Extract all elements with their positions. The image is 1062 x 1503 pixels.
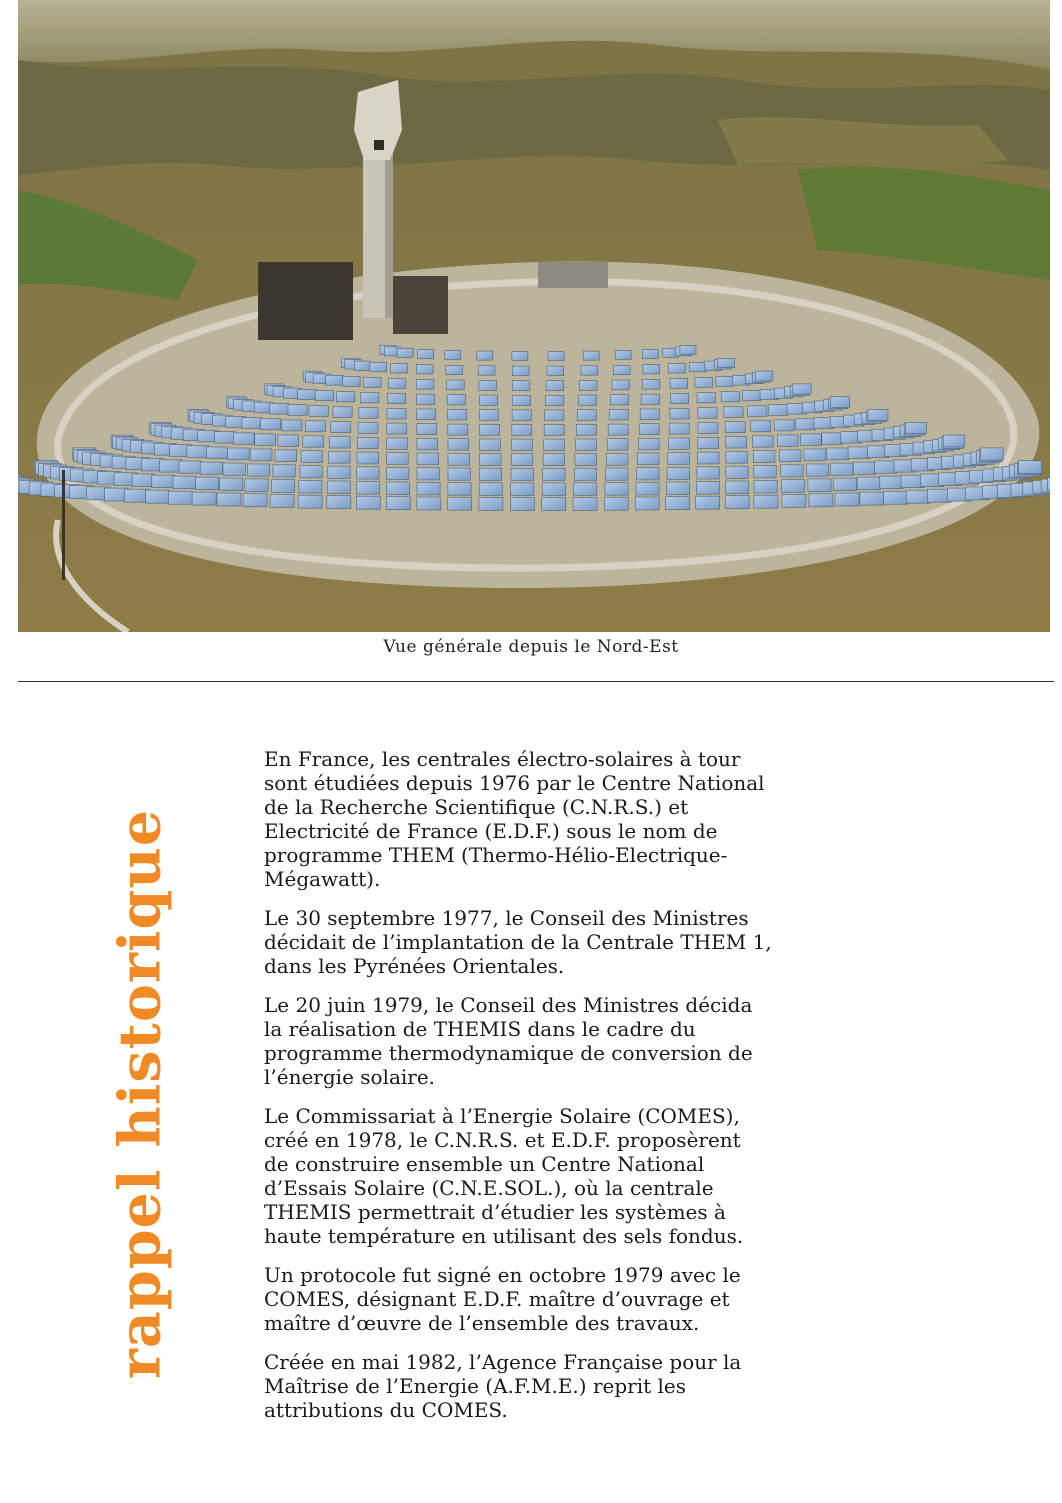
heliostat-mirror [479, 468, 501, 480]
heliostat-mirror [724, 407, 743, 418]
heliostat-mirror [543, 454, 565, 466]
heliostat-mirror [479, 395, 497, 405]
heliostat-mirror [833, 478, 856, 491]
heliostat-mirror [512, 366, 529, 375]
heliostat-mirror [726, 481, 749, 494]
solar-tower-aerial-photo-icon [18, 0, 1050, 632]
heliostat-mirror [875, 461, 897, 473]
heliostat-mirror [781, 480, 804, 493]
heliostat-mirror [1018, 461, 1041, 474]
heliostat-mirror [781, 465, 803, 477]
heliostat-mirror [387, 423, 407, 434]
heliostat-mirror [173, 476, 196, 489]
paragraph-2: Le 30 septembre 1977, le Conseil des Ministres décidait de l’implantation de la Centrale THEM 1, dans les Pyrénées Orientales. [264, 906, 772, 978]
heliostat-mirror [298, 389, 316, 399]
heliostat-mirror [479, 497, 503, 510]
heliostat-mirror [417, 482, 440, 495]
heliostat-mirror [754, 466, 776, 478]
heliostat-mirror [275, 450, 297, 462]
heliostat-mirror [581, 366, 598, 375]
paragraph-1: En France, les centrales électro-solaires à tour sont étudiées depuis 1976 par le Centre National de la Recherche Scientifique (C.N.R.S.) et Electricité de France (E.D.F.) sous le nom de programme THEM (Thermo-Hélio-Electrique- Mégawatt). [264, 747, 765, 891]
heliostat-mirror [580, 381, 598, 391]
heliostat-mirror [357, 437, 378, 448]
heliostat-mirror [718, 358, 735, 367]
heliostat-mirror [680, 346, 696, 355]
heliostat-mirror [512, 381, 530, 391]
heliostat-mirror [641, 394, 659, 404]
heliostat-mirror [669, 364, 686, 373]
heliostat-mirror [573, 497, 597, 510]
heliostat-mirror [575, 454, 597, 466]
heliostat-mirror [234, 433, 255, 444]
heliostat-mirror [795, 419, 815, 430]
heliostat-mirror [217, 493, 241, 506]
heliostat-mirror [721, 392, 739, 402]
heliostat-mirror [666, 482, 689, 495]
heliostat-mirror [329, 451, 351, 463]
heliostat-mirror [301, 451, 323, 463]
heliostat-mirror [755, 371, 773, 381]
heliostat-mirror [448, 468, 470, 480]
heliostat-mirror [574, 468, 596, 480]
heliostat-mirror [669, 438, 690, 449]
heliostat-mirror [417, 453, 439, 465]
heliostat-mirror [726, 437, 747, 448]
heliostat-mirror [417, 497, 441, 510]
heliostat-mirror [417, 424, 437, 435]
heliostat-mirror [752, 436, 773, 447]
heliostat-mirror [696, 496, 720, 509]
heliostat-mirror [512, 352, 528, 361]
heliostat-mirror [448, 497, 472, 510]
heliostat-mirror [542, 498, 566, 511]
section-title: rappel historique [106, 808, 174, 1380]
heliostat-mirror [1048, 478, 1050, 491]
heliostat-mirror [480, 454, 502, 466]
heliostat-mirror [670, 408, 689, 419]
heliostat-mirror [613, 365, 630, 374]
heliostat-mirror [697, 452, 719, 464]
heliostat-mirror [125, 489, 149, 502]
heliostat-mirror [220, 478, 243, 491]
heliostat-mirror [637, 453, 659, 465]
heliostat-mirror [333, 407, 352, 418]
heliostat-mirror [547, 366, 564, 375]
heliostat-mirror [638, 438, 659, 449]
photo-caption: Vue générale depuis le Nord-Est [383, 637, 679, 657]
heliostat-mirror [643, 365, 660, 374]
heliostat-mirror [359, 408, 378, 419]
heliostat-mirror [206, 447, 228, 459]
heliostat-mirror [245, 479, 268, 492]
heliostat-mirror [511, 483, 534, 496]
heliostat-mirror [801, 434, 822, 445]
heliostat-mirror [742, 391, 760, 401]
heliostat-mirror [387, 394, 405, 404]
heliostat-mirror [943, 435, 965, 447]
heliostat-mirror [604, 497, 628, 510]
heliostat-mirror [397, 348, 413, 357]
heliostat-mirror [666, 497, 690, 510]
heliostat-mirror [357, 452, 379, 464]
heliostat-mirror [609, 409, 628, 420]
heliostat-mirror [642, 379, 660, 389]
heliostat-mirror [336, 392, 354, 402]
heliostat-mirror [578, 395, 596, 405]
heliostat-mirror [695, 378, 713, 388]
heliostat-mirror [848, 447, 870, 459]
heliostat-mirror [354, 361, 371, 370]
heliostat-mirror [358, 423, 378, 434]
divider [18, 681, 1054, 682]
heliostat-mirror [906, 422, 927, 433]
heliostat-mirror [303, 436, 324, 447]
heliostat-mirror [387, 438, 408, 449]
heliostat-mirror [448, 439, 469, 450]
heliostat-mirror [808, 479, 831, 492]
heliostat-mirror [605, 483, 628, 496]
heliostat-mirror [416, 365, 433, 374]
heliostat-mirror [831, 463, 853, 475]
heliostat-mirror [255, 434, 276, 445]
heliostat-mirror [725, 422, 745, 433]
heliostat-mirror [670, 394, 688, 404]
heliostat-mirror [696, 482, 719, 495]
heliostat-mirror [545, 395, 563, 405]
heliostat-mirror [868, 410, 888, 421]
heliostat-mirror [288, 405, 307, 416]
aerial-photo [18, 0, 1050, 632]
heliostat-mirror [448, 409, 467, 420]
heliostat-mirror [480, 410, 499, 421]
heliostat-mirror [689, 362, 706, 371]
heliostat-mirror [668, 453, 690, 465]
heliostat-mirror [448, 453, 470, 465]
heliostat-mirror [576, 439, 597, 450]
heliostat-mirror [830, 397, 849, 408]
heliostat-mirror [328, 466, 350, 478]
heliostat-mirror [446, 365, 463, 374]
heliostat-mirror [610, 395, 628, 405]
heliostat-mirror [793, 384, 811, 394]
heliostat-mirror [754, 495, 778, 508]
heliostat-mirror [271, 480, 294, 493]
heliostat-mirror [606, 468, 628, 480]
heliostat-mirror [250, 449, 272, 461]
heliostat-mirror [388, 379, 406, 389]
heliostat-mirror [305, 421, 325, 432]
heliostat-mirror [670, 379, 688, 389]
heliostat-mirror [906, 490, 930, 503]
heliostat-mirror [417, 438, 438, 449]
heliostat-mirror [639, 424, 659, 435]
heliostat-mirror [370, 362, 387, 371]
heliostat-mirror [480, 424, 500, 435]
heliostat-mirror [214, 432, 235, 443]
heliostat-mirror [511, 454, 533, 466]
heliostat-mirror [548, 352, 564, 361]
heliostat-mirror [576, 424, 596, 435]
heliostat-mirror [357, 482, 380, 495]
heliostat-mirror [698, 437, 719, 448]
heliostat-mirror [447, 395, 465, 405]
heliostat-mirror [637, 468, 659, 480]
heliostat-mirror [777, 435, 798, 446]
heliostat-mirror [282, 420, 302, 431]
heliostat-mirror [192, 492, 216, 505]
heliostat-mirror [698, 408, 717, 419]
heliostat-mirror [726, 466, 748, 478]
heliostat-mirror [827, 448, 849, 460]
heliostat-mirror [782, 495, 806, 508]
heliostat-mirror [697, 467, 719, 479]
heliostat-mirror [261, 419, 281, 430]
heliostat-mirror [880, 476, 903, 489]
heliostat-mirror [273, 465, 295, 477]
heliostat-mirror [386, 482, 409, 495]
heliostat-mirror [417, 468, 439, 480]
heliostat-mirror [361, 393, 379, 403]
heliostat-mirror [243, 494, 267, 507]
heliostat-mirror [806, 464, 828, 476]
heliostat-mirror [512, 410, 531, 421]
heliostat-mirror [187, 446, 209, 458]
heliostat-mirror [417, 409, 436, 420]
heliostat-mirror [636, 482, 659, 495]
heliostat-mirror [697, 393, 715, 403]
heliostat-mirror [242, 418, 262, 429]
heliostat-mirror [152, 475, 175, 488]
heliostat-mirror [223, 463, 245, 475]
heliostat-mirror [510, 498, 534, 511]
heliostat-mirror [445, 350, 461, 359]
heliostat-mirror [364, 378, 382, 388]
heliostat-mirror [391, 364, 408, 373]
heliostat-mirror [416, 379, 434, 389]
heliostat-mirror [418, 350, 434, 359]
heliostat-mirror [200, 462, 222, 474]
heliostat-mirror [667, 467, 689, 479]
heliostat-mirror [326, 375, 344, 385]
heliostat-mirror [387, 408, 406, 419]
heliostat-mirror [545, 410, 564, 421]
heliostat-mirror [544, 439, 565, 450]
heliostat-mirror [299, 480, 322, 493]
heliostat-mirror [754, 480, 777, 493]
heliostat-mirror [168, 491, 192, 504]
heliostat-mirror [512, 439, 533, 450]
heliostat-mirror [448, 424, 468, 435]
heliostat-mirror [298, 495, 322, 508]
heliostat-mirror [860, 492, 884, 505]
heliostat-mirror [477, 351, 493, 360]
heliostat-mirror [357, 467, 379, 479]
heliostat-mirror [387, 453, 409, 465]
heliostat-mirror [160, 460, 182, 472]
heliostat-mirror [343, 377, 361, 387]
heliostat-mirror [612, 380, 630, 390]
heliostat-mirror [779, 450, 801, 462]
heliostat-mirror [387, 467, 409, 479]
heliostat-mirror [725, 496, 749, 509]
heliostat-mirror [228, 448, 250, 460]
heliostat-mirror [309, 406, 328, 417]
heliostat-mirror [542, 483, 565, 496]
article-body [264, 747, 904, 1437]
heliostat-mirror [270, 404, 289, 415]
heliostat-mirror [640, 409, 659, 420]
heliostat-mirror [751, 421, 771, 432]
heliostat-mirror [544, 425, 564, 436]
heliostat-mirror [606, 453, 628, 465]
heliostat-mirror [753, 451, 775, 463]
heliostat-mirror [270, 495, 294, 508]
heliostat-mirror [478, 366, 495, 375]
heliostat-mirror [179, 461, 201, 473]
heliostat-mirror [574, 483, 597, 496]
heliostat-mirror [448, 483, 471, 496]
heliostat-mirror [546, 381, 564, 391]
heliostat-mirror [327, 496, 351, 509]
heliostat-mirror [884, 491, 908, 504]
heliostat-mirror [146, 490, 170, 503]
heliostat-mirror [642, 350, 658, 359]
heliostat-mirror [356, 496, 380, 509]
paragraph-6: Créée en mai 1982, l’Agence Française pour la Maîtrise de l’Energie (A.F.M.E.) reprit les attributions du COMES. [264, 1350, 742, 1422]
heliostat-mirror [809, 494, 833, 507]
heliostat-mirror [315, 391, 333, 401]
heliostat-mirror [278, 435, 299, 446]
heliostat-mirror [479, 381, 497, 391]
heliostat-mirror [511, 468, 533, 480]
heliostat-mirror [583, 351, 599, 360]
heliostat-mirror [853, 462, 875, 474]
heliostat-mirror [416, 394, 434, 404]
heliostat-mirror [981, 448, 1003, 460]
heliostat-mirror [247, 464, 269, 476]
heliostat-mirror [857, 477, 880, 490]
heliostat-mirror [822, 433, 843, 444]
heliostat-mirror [480, 439, 501, 450]
heliostat-mirror [512, 425, 532, 436]
heliostat-mirror [512, 395, 530, 405]
heliostat-mirror [615, 350, 631, 359]
heliostat-mirror [329, 437, 350, 448]
heliostat-mirror [669, 423, 689, 434]
heliostat-mirror [635, 497, 659, 510]
heliostat-mirror [748, 406, 767, 417]
heliostat-mirror [804, 449, 826, 461]
heliostat-mirror [698, 423, 718, 434]
heliostat-mirror [447, 380, 465, 390]
heliostat-mirror [327, 481, 350, 494]
heliostat-mirror [835, 493, 859, 506]
heliostat-mirror [386, 497, 410, 510]
heliostat-mirror [607, 439, 628, 450]
heliostat-mirror [608, 424, 628, 435]
heliostat-mirror [300, 466, 322, 478]
paragraph-3: Le 20 juin 1979, le Conseil des Ministres décida la réalisation de THEMIS dans le cadre du programme thermodynamique de conversion de l’énergie solaire. [264, 993, 753, 1089]
heliostat-mirror [331, 422, 351, 433]
heliostat-mirror [716, 377, 734, 387]
heliostat-mirror [577, 410, 596, 421]
heliostat-mirror [774, 420, 794, 431]
paragraph-4: Le Commissariat à l’Energie Solaire (COMES), créé en 1978, le C.N.R.S. et E.D.F. proposèrent de construire ensemble un Centre National d’Essais Solaire (C.N.E.SOL.), où la centrale THEMIS permettrait d’étudier les systèmes à haute température en utilisant des sels fondus. [264, 1104, 744, 1248]
paragraph-5: Un protocole fut signé en octobre 1979 avec le COMES, désignant E.D.F. maître d’ouvrage et maître d’œuvre de l’ensemble des travaux. [264, 1263, 741, 1335]
heliostat-mirror [726, 451, 748, 463]
heliostat-mirror [479, 483, 502, 496]
heliostat-mirror [543, 468, 565, 480]
heliostat-mirror [196, 477, 219, 490]
heliostat-mirror [769, 405, 788, 416]
